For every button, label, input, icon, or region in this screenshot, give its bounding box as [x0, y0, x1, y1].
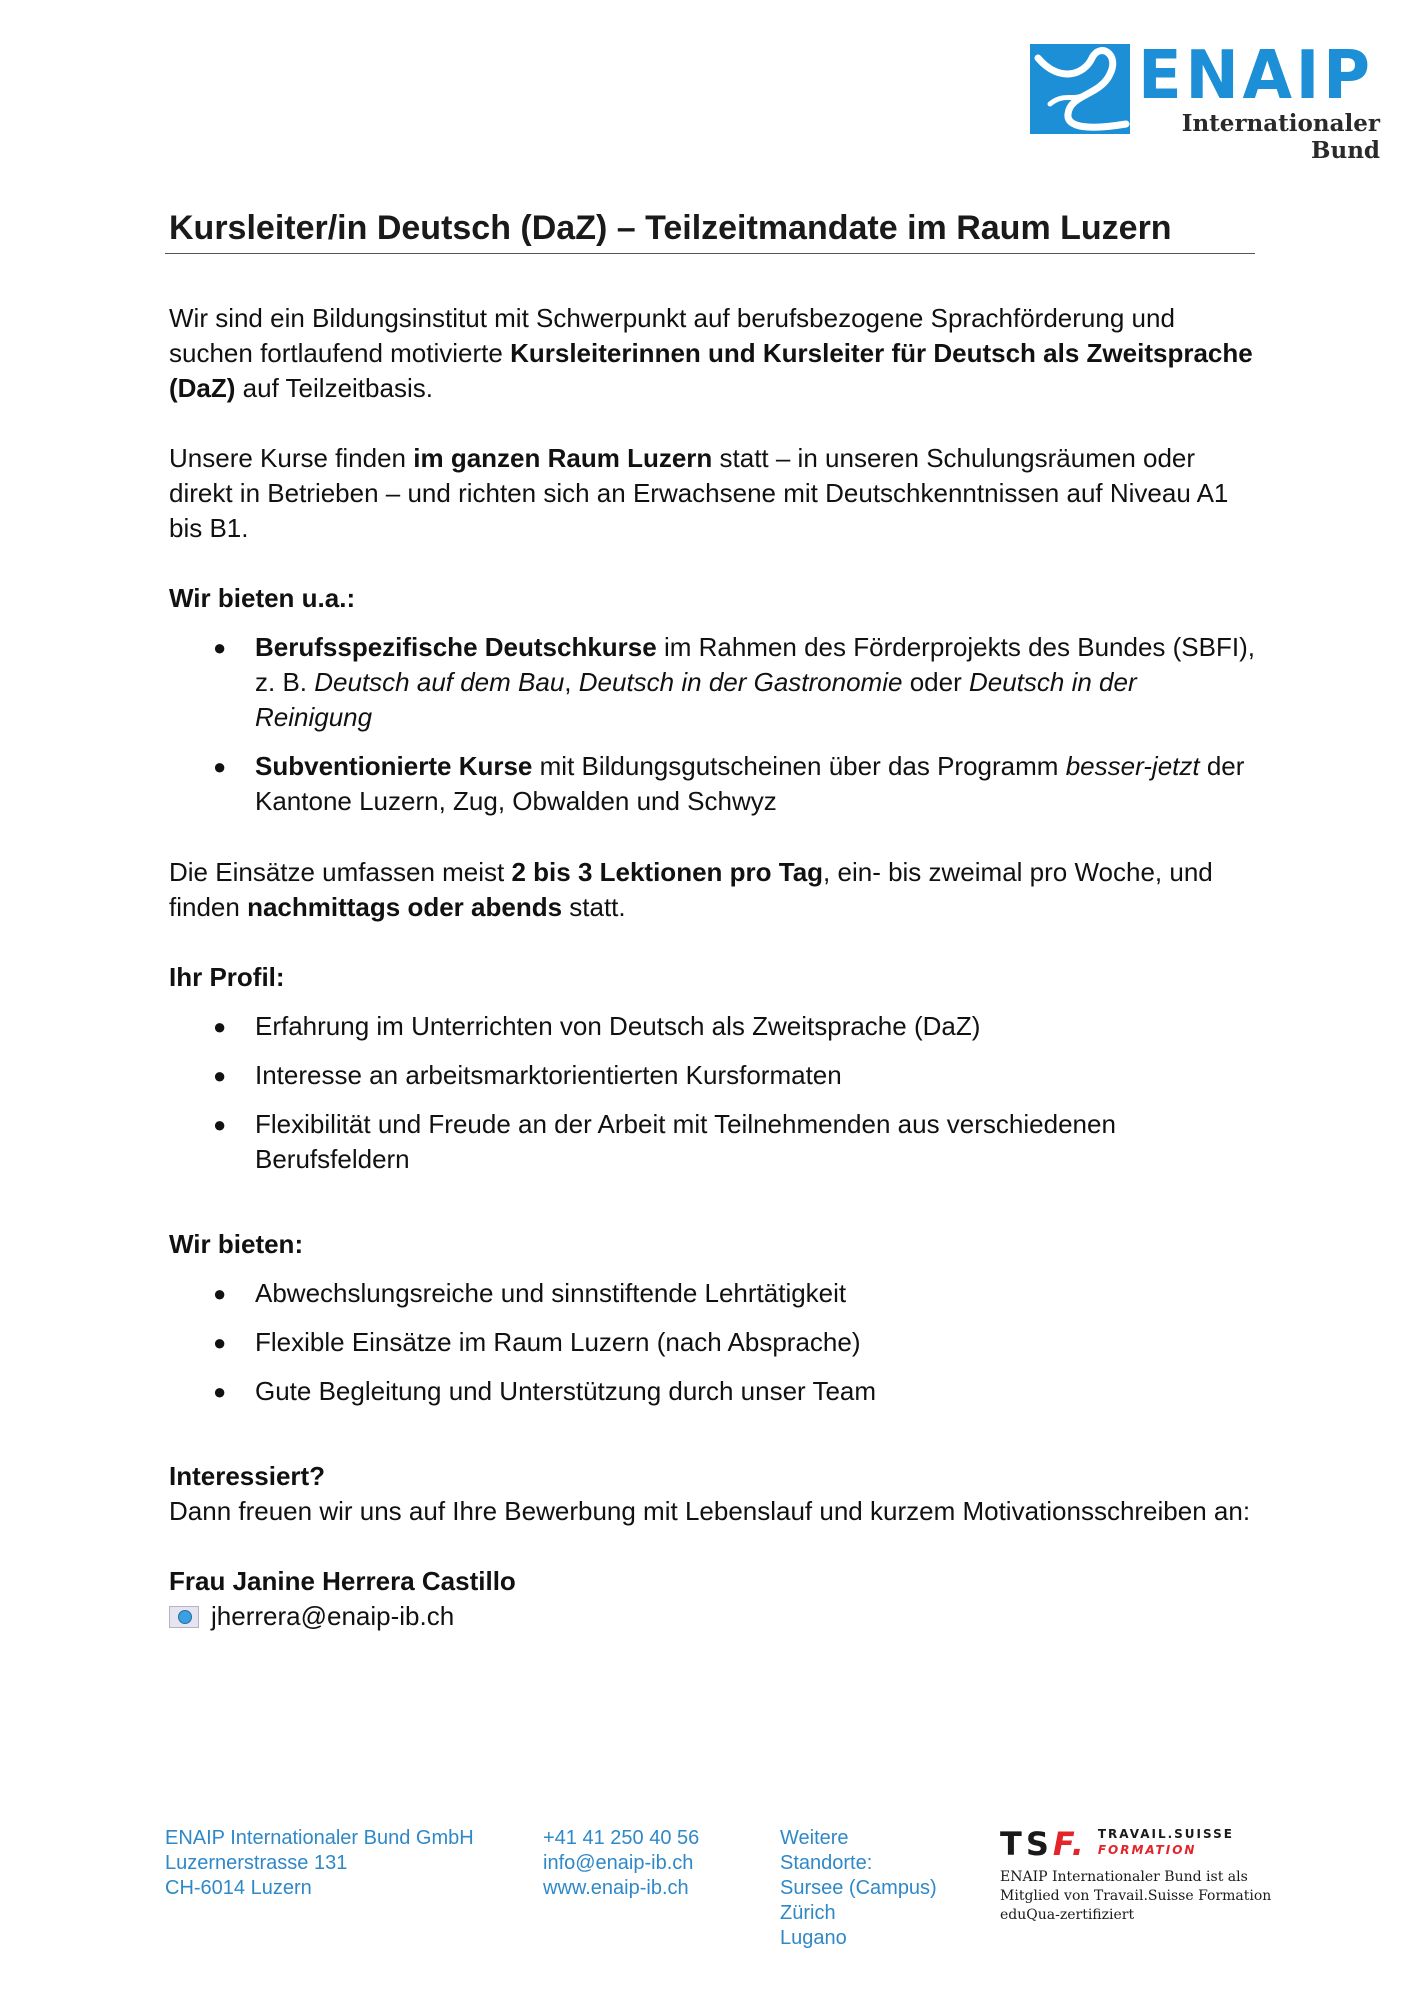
- footer-phone[interactable]: +41 41 250 40 56: [543, 1827, 700, 1849]
- footer-website-link[interactable]: www.enaip-ib.ch: [543, 1877, 689, 1899]
- tsf-badge: [1000, 1826, 1300, 1925]
- intro-text: auf Teilzeitbasis.: [235, 373, 433, 403]
- bullet-icon: ●: [213, 1330, 227, 1355]
- benefit-item-text: Flexible Einsätze im Raum Luzern (nach Absprache): [255, 1327, 861, 1357]
- schedule-text: statt.: [562, 892, 626, 922]
- footer-locations: [780, 1826, 937, 1951]
- certification-line: Mitglied von Travail.Suisse Formation: [1000, 1888, 1272, 1904]
- footer: [165, 1825, 1285, 1949]
- certification-line: ENAIP Internationaler Bund ist als: [1000, 1869, 1248, 1885]
- company-city: CH-6014 Luzern: [165, 1877, 312, 1899]
- locations-label: Standorte:: [780, 1852, 873, 1874]
- enaip-emblem-icon: [1030, 44, 1130, 134]
- contact-email-line: [169, 1599, 1259, 1634]
- program-name: besser-jetzt: [1065, 751, 1200, 781]
- list-item: [169, 1276, 1259, 1311]
- location-text: statt – in unseren Schulungsräumen oder direkt in Betrieben – und richten sich an Erwachsene mit Deutschkenntnissen auf Niveau A1 bis B1.: [169, 443, 1229, 543]
- profile-heading: Ihr Profil:: [169, 962, 285, 992]
- offers-list: [169, 630, 1259, 819]
- benefit-item-text: Abwechslungsreiche und sinnstiftende Lehrtätigkeit: [255, 1278, 847, 1308]
- location-text: Unsere Kurse finden: [169, 443, 414, 473]
- schedule-paragraph: [169, 855, 1259, 925]
- course-example: Deutsch in der Reinigung: [255, 667, 1137, 732]
- logo-letter: N: [1185, 37, 1241, 115]
- offer-title: Berufsspezifische Deutschkurse: [255, 632, 657, 662]
- logo-letter: P: [1323, 37, 1372, 115]
- offer-text: der Kantone Luzern, Zug, Obwalden und Schwyz: [255, 751, 1245, 816]
- intro-emphasis: Kursleiterinnen und Kursleiter für Deutsch als Zweitsprache (DaZ): [169, 338, 1253, 403]
- email-icon: [169, 1606, 199, 1628]
- schedule-text: , ein- bis zweimal pro Woche, und finden: [169, 857, 1213, 922]
- offer-text: oder: [902, 667, 969, 697]
- tsf-word-formation: FORMATION: [1097, 1843, 1197, 1857]
- location-item: Zürich: [780, 1902, 836, 1924]
- location-paragraph: [169, 441, 1259, 546]
- apply-heading: Interessiert?: [169, 1461, 326, 1491]
- offer-text: ,: [564, 667, 579, 697]
- profile-item-text: Interesse an arbeitsmarktorientierten Kursformaten: [255, 1060, 842, 1090]
- footer-company: [165, 1826, 474, 1901]
- company-street: Luzernerstrasse 131: [165, 1852, 348, 1874]
- enaip-wordmark: [1130, 37, 1380, 115]
- footer-email-link[interactable]: info@enaip-ib.ch: [543, 1852, 694, 1874]
- course-example: Deutsch in der Gastronomie: [578, 667, 903, 697]
- offer-title: Subventionierte Kurse: [255, 751, 533, 781]
- company-name: ENAIP Internationaler Bund GmbH: [165, 1827, 474, 1849]
- intro-paragraph: [169, 301, 1259, 406]
- benefits-list: [169, 1276, 1259, 1409]
- apply-text: Dann freuen wir uns auf Ihre Bewerbung mit Lebenslauf und kurzem Motivationsschreiben an:: [169, 1496, 1251, 1526]
- bullet-icon: ●: [213, 635, 227, 660]
- schedule-emphasis: nachmittags oder abends: [247, 892, 563, 922]
- tsf-f: F.: [1052, 1825, 1088, 1863]
- benefit-item-text: Gute Begleitung und Unterstützung durch unser Team: [255, 1376, 877, 1406]
- schedule-emphasis: 2 bis 3 Lektionen pro Tag: [511, 857, 824, 887]
- profile-item-text: Erfahrung im Unterrichten von Deutsch als Zweitsprache (DaZ): [255, 1011, 981, 1041]
- tsf-logo: [1000, 1826, 1300, 1862]
- list-item: [169, 1009, 1259, 1044]
- contact-email-link[interactable]: jherrera@enaip-ib.ch: [211, 1601, 455, 1631]
- list-item: [169, 1107, 1259, 1177]
- enaip-logo: [1030, 37, 1380, 164]
- list-item: [169, 630, 1259, 735]
- bullet-icon: ●: [213, 1281, 227, 1306]
- certification-line: eduQua-zertifiziert: [1000, 1907, 1135, 1923]
- list-item: [169, 1058, 1259, 1093]
- tsf-letters: [1000, 1826, 1088, 1862]
- list-item: [169, 1325, 1259, 1360]
- course-example: Deutsch auf dem Bau: [314, 667, 565, 697]
- bullet-icon: ●: [213, 1112, 227, 1137]
- offer-text: mit Bildungsgutscheinen über das Programm: [532, 751, 1066, 781]
- profile-item-text: Flexibilität und Freude an der Arbeit mit Teilnehmenden aus verschiedenen Berufsfeldern: [255, 1109, 1116, 1174]
- logo-letter: A: [1242, 37, 1295, 115]
- tsf-ts: TS: [1000, 1825, 1053, 1863]
- offer-text: im Rahmen des Förderprojekts des Bundes (SBFI), z. B.: [255, 632, 1255, 697]
- logo-letter: I: [1295, 37, 1322, 115]
- profile-list: [169, 1009, 1259, 1177]
- location-emphasis: im ganzen Raum Luzern: [413, 443, 713, 473]
- bullet-icon: ●: [213, 1014, 227, 1039]
- certification-note: [1000, 1868, 1300, 1925]
- intro-text: Wir sind ein Bildungsinstitut mit Schwerpunkt auf berufsbezogene Sprachförderung und suchen fortlaufend motivierte: [169, 303, 1175, 368]
- logo-subtitle: Internationaler Bund: [1181, 110, 1380, 164]
- contact-name: Frau Janine Herrera Castillo: [169, 1566, 516, 1596]
- bullet-icon: ●: [213, 1379, 227, 1404]
- bullet-icon: ●: [213, 1063, 227, 1088]
- footer-contact: [543, 1826, 699, 1901]
- list-item: [169, 749, 1259, 819]
- tsf-word-travail: TRAVAIL.SUISSE: [1097, 1827, 1234, 1841]
- page-title: Kursleiter/in Deutsch (DaZ) – Teilzeitmandate im Raum Luzern: [169, 209, 1172, 247]
- location-item: Lugano: [780, 1927, 847, 1949]
- offers-heading: Wir bieten u.a.:: [169, 583, 356, 613]
- locations-label: Weitere: [780, 1827, 849, 1849]
- schedule-text: Die Einsätze umfassen meist: [169, 857, 512, 887]
- bullet-icon: ●: [213, 754, 227, 779]
- list-item: [169, 1374, 1259, 1409]
- job-posting-body: [169, 205, 1259, 1634]
- location-item: Sursee (Campus): [780, 1877, 937, 1899]
- logo-letter: E: [1138, 37, 1184, 115]
- tsf-wordmark: [1098, 1826, 1234, 1858]
- benefits-heading: Wir bieten:: [169, 1229, 304, 1259]
